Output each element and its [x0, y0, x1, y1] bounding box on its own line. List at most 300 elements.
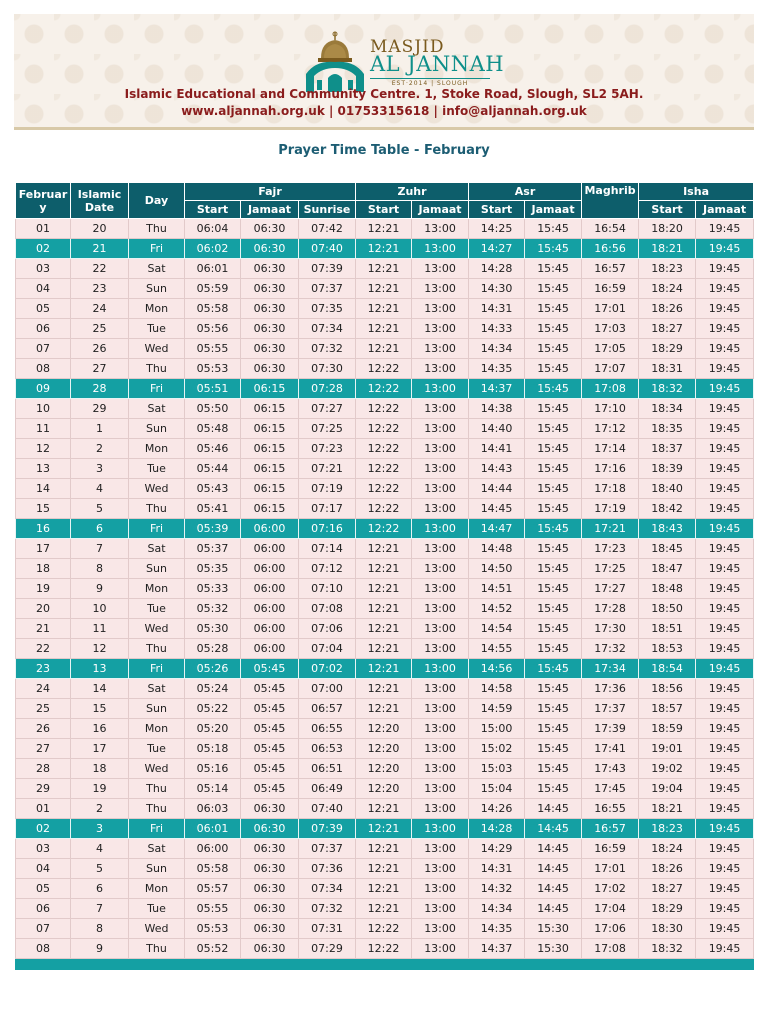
cell-sunrise: 07:37	[299, 279, 356, 299]
cell-sunrise: 07:28	[299, 379, 356, 399]
cell-asr-start: 14:29	[469, 839, 525, 859]
cell-fajr-start: 05:43	[185, 479, 241, 499]
subheader-isha-start: Start	[639, 201, 696, 219]
cell-isha-start: 18:39	[639, 459, 696, 479]
cell-zuhr-jamaat: 13:00	[412, 279, 469, 299]
cell-zuhr-start: 12:21	[356, 559, 412, 579]
table-row	[16, 719, 754, 739]
cell-day: Tue	[129, 899, 185, 919]
cell-zuhr-jamaat: 13:00	[412, 679, 469, 699]
cell-zuhr-jamaat: 13:00	[412, 439, 469, 459]
cell-isha-jamaat: 19:45	[696, 859, 754, 879]
cell-sunrise: 07:00	[299, 679, 356, 699]
cell-sunrise: 07:06	[299, 619, 356, 639]
cell-isha-start: 18:27	[639, 879, 696, 899]
cell-maghrib: 16:54	[582, 219, 639, 239]
cell-day: Thu	[129, 219, 185, 239]
cell-asr-jamaat: 15:45	[525, 219, 582, 239]
cell-sunrise: 06:53	[299, 739, 356, 759]
table-row	[16, 479, 754, 499]
table-row	[16, 259, 754, 279]
cell-asr-start: 14:37	[469, 379, 525, 399]
cell-isha-jamaat: 19:45	[696, 399, 754, 419]
cell-islamic-date: 6	[71, 519, 129, 539]
cell-asr-jamaat: 15:45	[525, 259, 582, 279]
cell-isha-start: 18:26	[639, 859, 696, 879]
cell-fajr-jamaat: 05:45	[241, 699, 299, 719]
cell-fajr-start: 06:02	[185, 239, 241, 259]
cell-asr-start: 14:55	[469, 639, 525, 659]
cell-zuhr-start: 12:21	[356, 859, 412, 879]
header-february: Februar y	[16, 183, 71, 219]
table-row	[16, 559, 754, 579]
cell-isha-jamaat: 19:45	[696, 419, 754, 439]
cell-zuhr-start: 12:21	[356, 239, 412, 259]
cell-fajr-start: 05:30	[185, 619, 241, 639]
cell-date: 05	[16, 879, 71, 899]
cell-day: Wed	[129, 619, 185, 639]
cell-asr-start: 14:44	[469, 479, 525, 499]
cell-zuhr-jamaat: 13:00	[412, 339, 469, 359]
cell-isha-start: 18:37	[639, 439, 696, 459]
cell-fajr-jamaat: 06:30	[241, 219, 299, 239]
cell-day: Mon	[129, 299, 185, 319]
table-row	[16, 379, 754, 399]
cell-day: Wed	[129, 919, 185, 939]
cell-isha-jamaat: 19:45	[696, 659, 754, 679]
cell-sunrise: 07:34	[299, 879, 356, 899]
cell-zuhr-start: 12:20	[356, 739, 412, 759]
cell-date: 09	[16, 379, 71, 399]
cell-zuhr-jamaat: 13:00	[412, 359, 469, 379]
cell-zuhr-start: 12:21	[356, 679, 412, 699]
cell-asr-start: 15:02	[469, 739, 525, 759]
cell-date: 15	[16, 499, 71, 519]
cell-sunrise: 07:36	[299, 859, 356, 879]
cell-asr-jamaat: 15:45	[525, 659, 582, 679]
cell-islamic-date: 4	[71, 479, 129, 499]
cell-asr-start: 14:32	[469, 879, 525, 899]
cell-date: 17	[16, 539, 71, 559]
cell-maghrib: 17:12	[582, 419, 639, 439]
cell-fajr-jamaat: 05:45	[241, 759, 299, 779]
header-fajr: Fajr	[185, 183, 356, 201]
cell-fajr-start: 05:33	[185, 579, 241, 599]
cell-asr-jamaat: 15:45	[525, 759, 582, 779]
cell-zuhr-jamaat: 13:00	[412, 299, 469, 319]
cell-zuhr-start: 12:21	[356, 579, 412, 599]
cell-sunrise: 07:30	[299, 359, 356, 379]
cell-day: Mon	[129, 579, 185, 599]
cell-asr-jamaat: 15:45	[525, 439, 582, 459]
cell-zuhr-start: 12:21	[356, 659, 412, 679]
cell-isha-jamaat: 19:45	[696, 239, 754, 259]
cell-asr-jamaat: 15:45	[525, 379, 582, 399]
cell-isha-start: 18:31	[639, 359, 696, 379]
cell-fajr-jamaat: 06:15	[241, 399, 299, 419]
cell-isha-start: 18:30	[639, 919, 696, 939]
cell-zuhr-jamaat: 13:00	[412, 819, 469, 839]
table-row	[16, 699, 754, 719]
cell-zuhr-start: 12:22	[356, 459, 412, 479]
cell-islamic-date: 24	[71, 299, 129, 319]
cell-isha-start: 18:56	[639, 679, 696, 699]
table-row	[16, 599, 754, 619]
cell-sunrise: 07:23	[299, 439, 356, 459]
cell-zuhr-start: 12:21	[356, 639, 412, 659]
cell-asr-start: 14:50	[469, 559, 525, 579]
cell-zuhr-jamaat: 13:00	[412, 319, 469, 339]
cell-zuhr-jamaat: 13:00	[412, 899, 469, 919]
table-row	[16, 219, 754, 239]
table-row	[16, 939, 754, 959]
brand-name-line1: MASJID	[370, 37, 445, 57]
cell-islamic-date: 18	[71, 759, 129, 779]
cell-islamic-date: 19	[71, 779, 129, 799]
cell-maghrib: 17:41	[582, 739, 639, 759]
cell-sunrise: 07:27	[299, 399, 356, 419]
table-row	[16, 319, 754, 339]
cell-date: 10	[16, 399, 71, 419]
cell-zuhr-jamaat: 13:00	[412, 639, 469, 659]
cell-asr-start: 14:33	[469, 319, 525, 339]
cell-fajr-jamaat: 06:30	[241, 879, 299, 899]
cell-sunrise: 07:14	[299, 539, 356, 559]
cell-date: 05	[16, 299, 71, 319]
cell-islamic-date: 7	[71, 539, 129, 559]
cell-fajr-jamaat: 06:30	[241, 299, 299, 319]
cell-isha-jamaat: 19:45	[696, 259, 754, 279]
table-row	[16, 419, 754, 439]
cell-asr-jamaat: 15:45	[525, 599, 582, 619]
cell-day: Sat	[129, 679, 185, 699]
cell-zuhr-start: 12:21	[356, 839, 412, 859]
cell-date: 07	[16, 919, 71, 939]
cell-asr-jamaat: 15:45	[525, 739, 582, 759]
cell-isha-start: 18:43	[639, 519, 696, 539]
cell-maghrib: 17:08	[582, 939, 639, 959]
cell-zuhr-jamaat: 13:00	[412, 219, 469, 239]
table-row	[16, 799, 754, 819]
cell-fajr-jamaat: 06:00	[241, 579, 299, 599]
cell-isha-start: 18:32	[639, 379, 696, 399]
cell-date: 29	[16, 779, 71, 799]
cell-isha-start: 18:42	[639, 499, 696, 519]
cell-day: Sat	[129, 539, 185, 559]
cell-sunrise: 07:25	[299, 419, 356, 439]
cell-fajr-start: 05:51	[185, 379, 241, 399]
cell-isha-jamaat: 19:45	[696, 839, 754, 859]
cell-date: 03	[16, 259, 71, 279]
cell-asr-jamaat: 15:45	[525, 239, 582, 259]
cell-day: Sun	[129, 859, 185, 879]
cell-date: 03	[16, 839, 71, 859]
cell-fajr-start: 05:26	[185, 659, 241, 679]
cell-fajr-jamaat: 06:15	[241, 439, 299, 459]
cell-fajr-jamaat: 06:30	[241, 279, 299, 299]
cell-islamic-date: 2	[71, 799, 129, 819]
contact-line: www.aljannah.org.uk | 01753315618 | info@aljannah.org.uk	[181, 104, 587, 118]
cell-zuhr-jamaat: 13:00	[412, 459, 469, 479]
cell-zuhr-start: 12:22	[356, 399, 412, 419]
cell-date: 22	[16, 639, 71, 659]
cell-fajr-jamaat: 06:30	[241, 919, 299, 939]
cell-asr-jamaat: 15:45	[525, 639, 582, 659]
cell-sunrise: 07:04	[299, 639, 356, 659]
cell-asr-jamaat: 15:45	[525, 579, 582, 599]
cell-fajr-start: 05:22	[185, 699, 241, 719]
cell-islamic-date: 4	[71, 839, 129, 859]
cell-fajr-jamaat: 06:30	[241, 799, 299, 819]
cell-day: Sun	[129, 419, 185, 439]
cell-maghrib: 16:59	[582, 279, 639, 299]
cell-date: 06	[16, 319, 71, 339]
cell-fajr-jamaat: 06:30	[241, 259, 299, 279]
cell-islamic-date: 13	[71, 659, 129, 679]
cell-zuhr-start: 12:21	[356, 899, 412, 919]
cell-isha-jamaat: 19:45	[696, 739, 754, 759]
cell-fajr-start: 05:24	[185, 679, 241, 699]
cell-maghrib: 17:07	[582, 359, 639, 379]
cell-maghrib: 17:19	[582, 499, 639, 519]
cell-maghrib: 17:28	[582, 599, 639, 619]
cell-zuhr-start: 12:21	[356, 599, 412, 619]
cell-fajr-start: 05:48	[185, 419, 241, 439]
cell-zuhr-jamaat: 13:00	[412, 859, 469, 879]
cell-zuhr-start: 12:21	[356, 259, 412, 279]
table-row	[16, 499, 754, 519]
cell-zuhr-jamaat: 13:00	[412, 839, 469, 859]
cell-fajr-jamaat: 06:30	[241, 819, 299, 839]
cell-asr-jamaat: 15:45	[525, 299, 582, 319]
cell-zuhr-start: 12:21	[356, 699, 412, 719]
cell-maghrib: 17:23	[582, 539, 639, 559]
cell-zuhr-jamaat: 13:00	[412, 619, 469, 639]
cell-date: 18	[16, 559, 71, 579]
cell-islamic-date: 7	[71, 899, 129, 919]
cell-fajr-start: 05:53	[185, 359, 241, 379]
cell-day: Fri	[129, 239, 185, 259]
cell-day: Thu	[129, 499, 185, 519]
cell-fajr-start: 06:04	[185, 219, 241, 239]
cell-zuhr-jamaat: 13:00	[412, 659, 469, 679]
cell-zuhr-jamaat: 13:00	[412, 799, 469, 819]
cell-asr-start: 14:35	[469, 919, 525, 939]
subheader-zuhr-start: Start	[356, 201, 412, 219]
header-zuhr: Zuhr	[356, 183, 469, 201]
cell-isha-jamaat: 19:45	[696, 359, 754, 379]
cell-asr-start: 14:31	[469, 299, 525, 319]
cell-zuhr-start: 12:22	[356, 379, 412, 399]
cell-zuhr-jamaat: 13:00	[412, 419, 469, 439]
cell-sunrise: 07:32	[299, 899, 356, 919]
cell-sunrise: 07:19	[299, 479, 356, 499]
cell-day: Sat	[129, 839, 185, 859]
cell-isha-jamaat: 19:45	[696, 819, 754, 839]
cell-asr-start: 14:52	[469, 599, 525, 619]
cell-isha-jamaat: 19:45	[696, 299, 754, 319]
cell-fajr-jamaat: 06:30	[241, 859, 299, 879]
cell-zuhr-start: 12:20	[356, 779, 412, 799]
cell-fajr-start: 06:00	[185, 839, 241, 859]
cell-asr-start: 15:04	[469, 779, 525, 799]
table-row	[16, 919, 754, 939]
cell-islamic-date: 16	[71, 719, 129, 739]
table-row	[16, 359, 754, 379]
table-row	[16, 619, 754, 639]
cell-asr-start: 14:28	[469, 259, 525, 279]
table-row	[16, 679, 754, 699]
cell-zuhr-start: 12:22	[356, 359, 412, 379]
cell-fajr-jamaat: 05:45	[241, 679, 299, 699]
cell-zuhr-start: 12:22	[356, 419, 412, 439]
cell-isha-jamaat: 19:45	[696, 339, 754, 359]
subheader-isha-jamaat: Jamaat	[696, 201, 754, 219]
table-row	[16, 859, 754, 879]
cell-islamic-date: 11	[71, 619, 129, 639]
cell-zuhr-start: 12:22	[356, 519, 412, 539]
cell-asr-jamaat: 15:30	[525, 919, 582, 939]
cell-maghrib: 16:56	[582, 239, 639, 259]
cell-islamic-date: 5	[71, 859, 129, 879]
cell-maghrib: 17:01	[582, 299, 639, 319]
cell-fajr-start: 05:55	[185, 339, 241, 359]
cell-asr-start: 14:25	[469, 219, 525, 239]
cell-fajr-jamaat: 05:45	[241, 719, 299, 739]
cell-maghrib: 17:39	[582, 719, 639, 739]
cell-isha-start: 18:23	[639, 259, 696, 279]
header-islamic-date: Islamic Date	[71, 183, 129, 219]
cell-fajr-jamaat: 06:30	[241, 899, 299, 919]
cell-asr-start: 14:34	[469, 899, 525, 919]
cell-date: 13	[16, 459, 71, 479]
cell-fajr-jamaat: 06:15	[241, 459, 299, 479]
cell-asr-jamaat: 15:30	[525, 939, 582, 959]
cell-date: 04	[16, 859, 71, 879]
cell-isha-start: 18:34	[639, 399, 696, 419]
cell-asr-jamaat: 14:45	[525, 859, 582, 879]
cell-fajr-jamaat: 06:30	[241, 319, 299, 339]
cell-zuhr-start: 12:21	[356, 879, 412, 899]
cell-asr-start: 14:37	[469, 939, 525, 959]
cell-day: Mon	[129, 719, 185, 739]
cell-maghrib: 17:34	[582, 659, 639, 679]
cell-islamic-date: 22	[71, 259, 129, 279]
cell-asr-jamaat: 15:45	[525, 419, 582, 439]
table-row	[16, 779, 754, 799]
cell-day: Thu	[129, 639, 185, 659]
address-line: Islamic Educational and Community Centre. 1, Stoke Road, Slough, SL2 5AH.	[124, 87, 644, 101]
cell-day: Mon	[129, 879, 185, 899]
cell-isha-start: 18:54	[639, 659, 696, 679]
cell-isha-start: 18:21	[639, 239, 696, 259]
cell-zuhr-jamaat: 13:00	[412, 499, 469, 519]
cell-zuhr-jamaat: 13:00	[412, 399, 469, 419]
cell-asr-start: 14:58	[469, 679, 525, 699]
cell-sunrise: 07:02	[299, 659, 356, 679]
cell-asr-jamaat: 15:45	[525, 719, 582, 739]
table-row	[16, 739, 754, 759]
cell-fajr-jamaat: 06:15	[241, 379, 299, 399]
cell-sunrise: 07:40	[299, 799, 356, 819]
cell-maghrib: 17:01	[582, 859, 639, 879]
cell-fajr-jamaat: 06:00	[241, 539, 299, 559]
cell-isha-jamaat: 19:45	[696, 879, 754, 899]
cell-islamic-date: 23	[71, 279, 129, 299]
cell-asr-jamaat: 15:45	[525, 459, 582, 479]
cell-sunrise: 07:42	[299, 219, 356, 239]
cell-maghrib: 17:14	[582, 439, 639, 459]
cell-isha-start: 19:01	[639, 739, 696, 759]
cell-fajr-start: 05:57	[185, 879, 241, 899]
cell-isha-jamaat: 19:45	[696, 939, 754, 959]
cell-asr-jamaat: 15:45	[525, 559, 582, 579]
cell-asr-start: 14:38	[469, 399, 525, 419]
cell-fajr-start: 05:35	[185, 559, 241, 579]
cell-maghrib: 17:10	[582, 399, 639, 419]
cell-zuhr-jamaat: 13:00	[412, 259, 469, 279]
cell-isha-jamaat: 19:45	[696, 479, 754, 499]
cell-sunrise: 06:55	[299, 719, 356, 739]
cell-isha-start: 18:53	[639, 639, 696, 659]
cell-maghrib: 17:18	[582, 479, 639, 499]
cell-day: Thu	[129, 779, 185, 799]
subheader-asr-start: Start	[469, 201, 525, 219]
cell-zuhr-start: 12:20	[356, 719, 412, 739]
cell-zuhr-start: 12:21	[356, 819, 412, 839]
cell-isha-start: 18:40	[639, 479, 696, 499]
cell-zuhr-jamaat: 13:00	[412, 919, 469, 939]
cell-sunrise: 07:17	[299, 499, 356, 519]
cell-islamic-date: 29	[71, 399, 129, 419]
cell-islamic-date: 15	[71, 699, 129, 719]
table-row	[16, 299, 754, 319]
cell-asr-jamaat: 15:45	[525, 339, 582, 359]
cell-isha-start: 18:50	[639, 599, 696, 619]
cell-asr-start: 14:26	[469, 799, 525, 819]
subheader-fajr-start: Start	[185, 201, 241, 219]
table-row	[16, 839, 754, 859]
cell-zuhr-jamaat: 13:00	[412, 739, 469, 759]
subheader-fajr-jamaat: Jamaat	[241, 201, 299, 219]
cell-isha-jamaat: 19:45	[696, 759, 754, 779]
cell-day: Sun	[129, 699, 185, 719]
table-row	[16, 579, 754, 599]
cell-fajr-start: 05:37	[185, 539, 241, 559]
cell-isha-start: 18:59	[639, 719, 696, 739]
cell-sunrise: 07:39	[299, 259, 356, 279]
cell-asr-start: 14:47	[469, 519, 525, 539]
cell-date: 07	[16, 339, 71, 359]
table-row	[16, 819, 754, 839]
cell-isha-start: 18:45	[639, 539, 696, 559]
cell-asr-jamaat: 15:45	[525, 279, 582, 299]
cell-date: 25	[16, 699, 71, 719]
cell-date: 01	[16, 219, 71, 239]
cell-islamic-date: 14	[71, 679, 129, 699]
cell-zuhr-start: 12:22	[356, 479, 412, 499]
cell-isha-start: 18:27	[639, 319, 696, 339]
cell-asr-jamaat: 14:45	[525, 799, 582, 819]
cell-asr-jamaat: 15:45	[525, 399, 582, 419]
cell-zuhr-start: 12:22	[356, 439, 412, 459]
cell-isha-jamaat: 19:45	[696, 319, 754, 339]
cell-isha-jamaat: 19:45	[696, 639, 754, 659]
cell-zuhr-start: 12:21	[356, 339, 412, 359]
cell-fajr-jamaat: 05:45	[241, 739, 299, 759]
cell-zuhr-jamaat: 13:00	[412, 559, 469, 579]
cell-date: 12	[16, 439, 71, 459]
